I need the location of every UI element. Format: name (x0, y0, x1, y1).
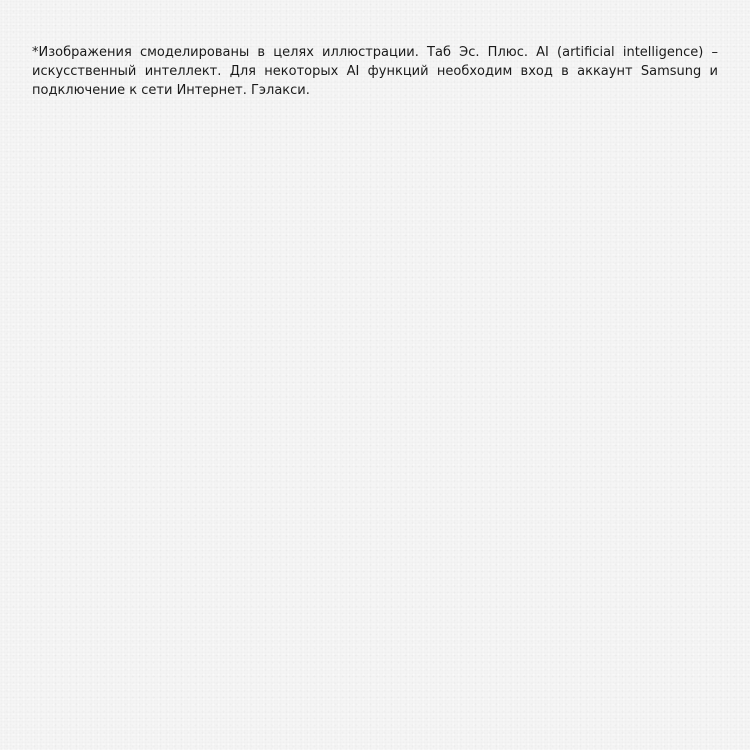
disclaimer-text: *Изображения смоделированы в целях иллюстрации. Таб Эс. Плюс. AI (artificial intelligence) – искусственный интеллект. Для некоторых AI функций необходим вход в аккаунт Samsung и подключение к сети Интернет. Гэлакси. (32, 45, 718, 98)
